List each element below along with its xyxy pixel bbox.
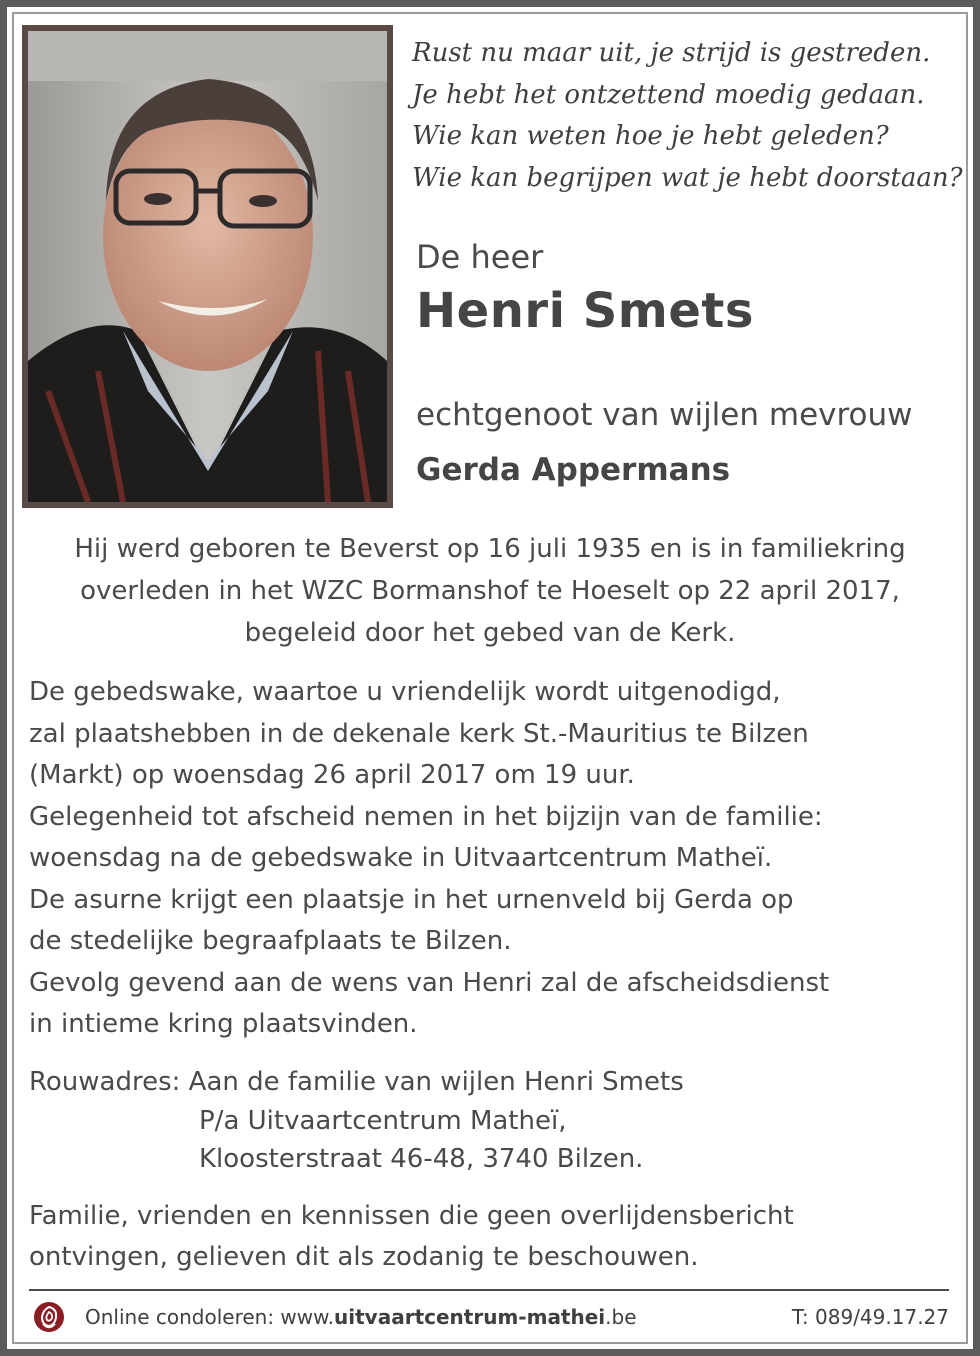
text-line: (Markt) op woensdag 26 april 2017 om 19 uur. — [29, 760, 635, 790]
footer — [29, 1297, 949, 1337]
closing-note — [29, 1196, 794, 1278]
text-line: de stedelijke begraafplaats te Bilzen. — [29, 926, 512, 956]
text-line: Hij werd geboren te Beverst op 16 juli 1935 en is in familiekring — [74, 534, 906, 564]
text-line: Familie, vrienden en kennissen die geen overlijdensbericht — [29, 1201, 794, 1231]
text-line: Rouwadres: Aan de familie van wijlen Henri Smets — [29, 1067, 684, 1097]
condolence-link[interactable] — [85, 1305, 637, 1329]
spouse-relation: echtgenoot van wijlen mevrouw — [416, 397, 913, 433]
spouse-name: Gerda Appermans — [416, 452, 731, 488]
phone-number: T: 089/49.17.27 — [791, 1305, 949, 1329]
text-line: begeleid door het gebed van de Kerk. — [244, 618, 736, 648]
title-prefix: De heer — [416, 238, 544, 276]
text-line: P/a Uitvaartcentrum Matheï, — [199, 1105, 567, 1136]
poem-line: Wie kan begrijpen wat je hebt doorstaan? — [412, 162, 963, 193]
portrait-photo — [22, 25, 393, 508]
text-line: overleden in het WZC Bormanshof te Hoeselt op 22 april 2017, — [80, 576, 900, 606]
text-line: Gelegenheid tot afscheid nemen in het bijzijn van de familie: — [29, 801, 823, 832]
mourning-address — [29, 1063, 684, 1179]
text-line: Kloosterstraat 46-48, 3740 Bilzen. — [199, 1144, 644, 1174]
deceased-name: Henri Smets — [416, 283, 754, 339]
ceremony-details — [29, 672, 829, 1046]
birth-death-paragraph — [30, 528, 950, 654]
text-line: De asurne krijgt een plaatsje in het urnenveld bij Gerda op — [29, 884, 794, 915]
text-line: ontvingen, gelieven dit als zodanig te beschouwen. — [29, 1242, 699, 1272]
poem-line: Je hebt het ontzettend moedig gedaan. — [412, 79, 925, 110]
condolence-label: Online condoleren: www. — [85, 1305, 335, 1329]
text-line: De gebedswake, waartoe u vriendelijk wordt uitgenodigd, — [29, 677, 781, 707]
poem-line: Wie kan weten hoe je hebt geleden? — [412, 121, 889, 151]
rose-icon — [33, 1301, 65, 1333]
condolence-url: uitvaartcentrum-mathei — [334, 1305, 606, 1329]
text-line: Gevolg gevend aan de wens van Henri zal de afscheidsdienst — [29, 967, 830, 998]
poem-line: Rust nu maar uit, je strijd is gestreden. — [412, 38, 931, 68]
text-line: woensdag na de gebedswake in Uitvaartcentrum Matheï. — [29, 843, 773, 873]
text-line: zal plaatshebben in de dekenale kerk St.-Mauritius te Bilzen — [29, 718, 809, 749]
text-line: in intieme kring plaatsvinden. — [29, 1009, 418, 1039]
poem — [412, 33, 963, 199]
footer-divider — [29, 1289, 949, 1291]
condolence-tld: .be — [605, 1305, 637, 1329]
